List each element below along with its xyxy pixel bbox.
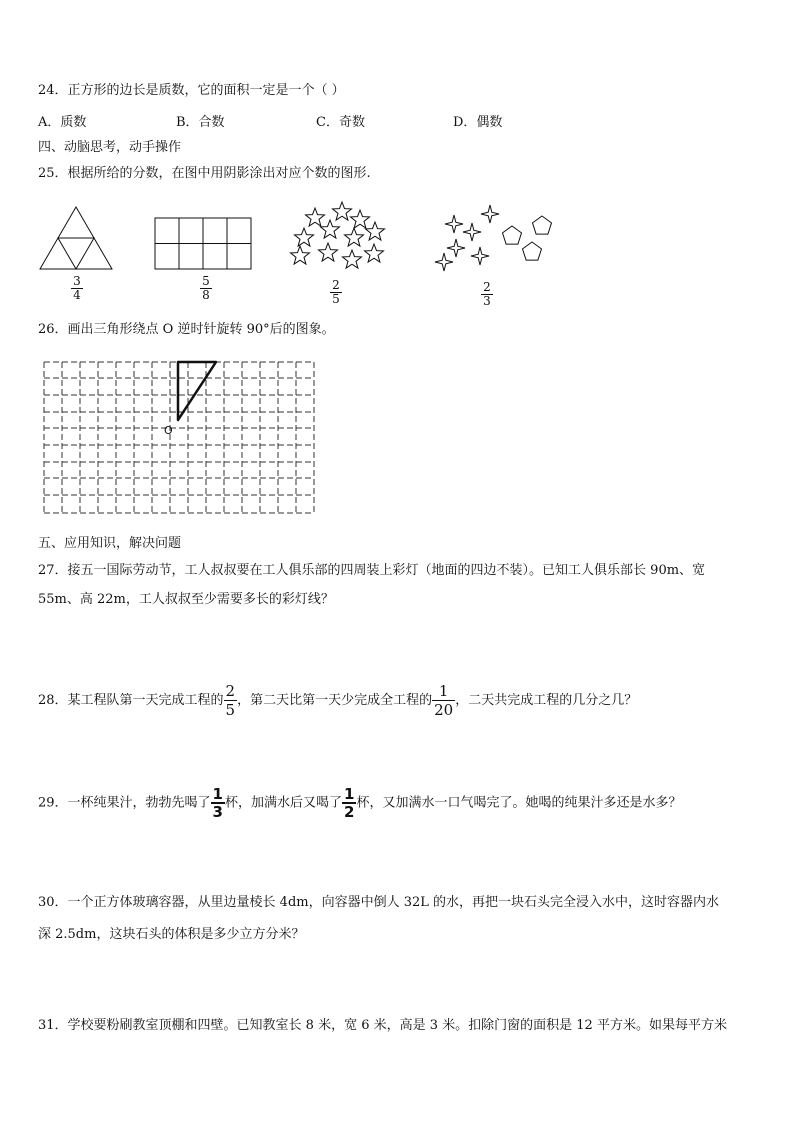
four-point-star-icon [481,205,499,223]
q25-triangle-figure[interactable] [38,203,116,273]
five-point-star-icon [306,208,325,226]
q25-fraction-label-2: $\frac{5}{8}$ [202,274,210,302]
q26-triangle [178,362,216,420]
q25-fraction-label-3: $\frac{2}{5}$ [332,278,340,306]
five-point-star-icon [333,202,352,220]
q26-point-o-label: O [164,424,173,437]
pentagon-icon [523,242,542,260]
five-point-star-icon [345,228,364,246]
q30-line-2: 深 2.5dm，这块石头的体积是多少立方分米？ [38,927,305,942]
pentagon-icon [533,216,552,234]
four-point-star-icon [445,215,463,233]
q28-stem: 28．某工程队第一天完成工程的 $\frac{2}{5}$ ，第二天比第一天少完成全工程的 $\frac{1}{20}$ ，二天共完成工程的几分之几？ [38,682,638,719]
five-point-star-icon [295,228,314,246]
five-point-star-icon [291,246,310,264]
five-point-star-icon [319,243,338,261]
q29-stem: 29．一杯纯果汁，勃勃先喝了 $\frac{1}{3}$ 杯，加满水后又喝了 $\frac{1}{2}$ 杯，又加满水一口气喝完了。她喝的纯果汁多还是水多？ [38,785,682,821]
q25-fraction-label-4: $\frac{2}{3}$ [483,280,491,308]
four-point-star-icon [463,223,481,241]
q30-line-1: 30．一个正方体玻璃容器，从里边量棱长 4dm，向容器中倒人 32L 的水，再把一块石头完全浸入水中，这时容器内水 [38,895,720,910]
q24-option-c[interactable]: C．奇数 [316,115,365,130]
q25-sparkles-pentagons-figure[interactable] [432,200,562,280]
four-point-star-icon [435,253,453,271]
q27-line-2: 55m、高 22m，工人叔叔至少需要多长的彩灯线？ [38,592,334,607]
q25-rectangle-grid-figure[interactable] [153,216,253,272]
section-5-heading: 五、应用知识，解决问题 [38,536,182,551]
q26-stem: 26．画出三角形绕点 O 逆时针旋转 90°后的图象。 [38,322,335,337]
five-point-star-icon [321,220,340,238]
section-4-heading: 四、动脑思考，动手操作 [38,140,182,155]
four-point-star-icon [471,247,489,265]
q25-stem: 25．根据所给的分数，在图中用阴影涂出对应个数的图形. [38,166,371,181]
q26-rotation-grid[interactable] [40,358,318,520]
q24-stem: 24．正方形的边长是质数，它的面积一定是一个（ ） [38,83,345,98]
q24-option-d[interactable]: D．偶数 [453,115,503,130]
five-point-star-icon [366,222,385,240]
four-point-star-icon [447,239,465,257]
q25-fraction-label-1: $\frac{3}{4}$ [73,274,81,302]
pentagon-icon [503,226,522,244]
q24-option-a[interactable]: A．质数 [38,115,87,130]
q31-line-1: 31．学校要粉刷教室顶棚和四壁。已知教室长 8 米，宽 6 米，高是 3 米。扣除门窗的面积是 12 平方米。如果每平方米 [38,1018,727,1033]
five-point-star-icon [351,210,370,228]
q25-stars-figure[interactable] [286,198,390,280]
five-point-star-icon [343,250,362,268]
q24-option-b[interactable]: B．合数 [176,115,225,130]
five-point-star-icon [365,244,384,262]
q27-line-1: 27．接五一国际劳动节，工人叔叔要在工人俱乐部的四周装上彩灯（地面的四边不装）。已知工人俱乐部长 90m、宽 [38,563,706,578]
